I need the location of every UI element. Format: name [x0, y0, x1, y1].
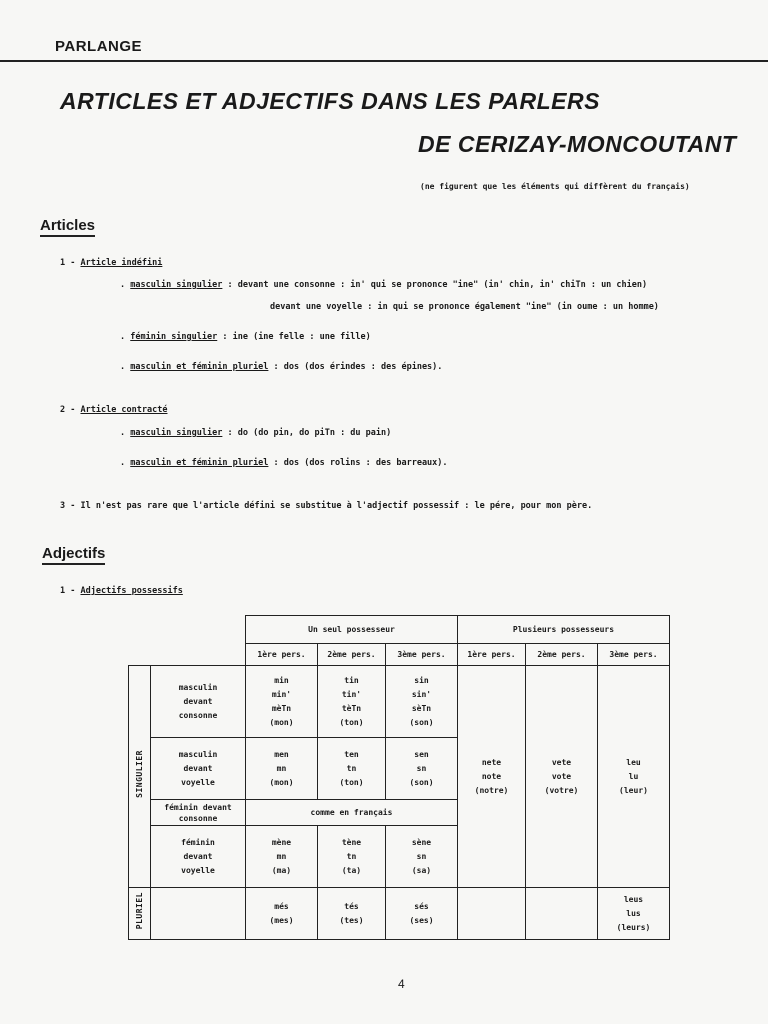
item-number: 2 -	[60, 405, 81, 415]
cell: tés (tes)	[318, 888, 386, 940]
row-label-fem-voy: féminin devant voyelle	[151, 826, 246, 888]
page-title-line1: ARTICLES ET ADJECTIFS DANS LES PARLERS	[60, 88, 600, 114]
cell: sin sin' sèTn (son)	[386, 666, 458, 738]
cell: ten tn (ton)	[318, 738, 386, 800]
cell-empty	[458, 888, 526, 940]
item-title: Article indéfini	[80, 258, 163, 268]
pers-header: 2ème pers.	[526, 644, 598, 666]
adjectif-item-1	[60, 586, 183, 596]
article-2-masc-fem-plur: . masculin et féminin pluriel : dos (dos rolins : des barreaux).	[120, 458, 448, 468]
corner-blank	[129, 616, 246, 644]
cell: sés (ses)	[386, 888, 458, 940]
cell-empty	[526, 888, 598, 940]
cell: men mn (mon)	[246, 738, 318, 800]
article-1-masc-fem-plur: . masculin et féminin pluriel : dos (dos érindes : des épines).	[120, 362, 443, 372]
term-label: masculin singulier	[130, 280, 223, 290]
singulier-label: SINGULIER	[129, 666, 151, 888]
article-1-masc-sing: . masculin singulier : devant une consonne : in' qui se prononce "ine" (in' chin, in' chiTn : un chien)	[120, 280, 648, 290]
section-heading-adjectifs: Adjectifs	[42, 545, 105, 565]
term-text: : devant une consonne : in' qui se prononce "ine" (in' chin, in' chiTn : un chien)	[222, 280, 648, 290]
cell: leus lus (leurs)	[598, 888, 670, 940]
cell: sène sn (sa)	[386, 826, 458, 888]
corner-blank	[129, 644, 246, 666]
pluriel-label: PLURIEL	[129, 888, 151, 940]
article-item-1	[60, 258, 162, 268]
cell: nete note (notre)	[458, 666, 526, 888]
pers-header: 1ère pers.	[458, 644, 526, 666]
term-text: : ine (ine felle : une fille)	[217, 332, 371, 342]
term-label: masculin singulier	[130, 428, 223, 438]
term-text: : dos (dos érindes : des épines).	[268, 362, 443, 372]
term-text: : dos (dos rolins : des barreaux).	[268, 458, 448, 468]
possessive-adjectives-table	[128, 615, 670, 940]
row-label-masc-cons: masculin devant consonne	[151, 666, 246, 738]
item-number: 1 -	[60, 586, 81, 596]
cell-empty	[151, 888, 246, 940]
cell: més (mes)	[246, 888, 318, 940]
term-label: masculin et féminin pluriel	[130, 458, 269, 468]
item-number: 1 -	[60, 258, 81, 268]
page-note: (ne figurent que les éléments qui diffèrent du français)	[420, 182, 690, 191]
cell: tène tn (ta)	[318, 826, 386, 888]
cell: vete vote (votre)	[526, 666, 598, 888]
pers-header: 3ème pers.	[598, 644, 670, 666]
pers-header: 2ème pers.	[318, 644, 386, 666]
running-header: PARLANGE	[55, 38, 143, 55]
pers-header: 1ère pers.	[246, 644, 318, 666]
term-label: féminin singulier	[130, 332, 218, 342]
pers-header: 3ème pers.	[386, 644, 458, 666]
cell: leu lu (leur)	[598, 666, 670, 888]
header-rule	[0, 60, 768, 62]
section-heading-articles: Articles	[40, 217, 95, 237]
article-2-masc-sing: . masculin singulier : do (do pin, do piTn : du pain)	[120, 428, 392, 438]
header-one-possessor: Un seul possesseur	[246, 616, 458, 644]
article-item-3: 3 - Il n'est pas rare que l'article défini se substitue à l'adjectif possessif : le pére, pour mon père.	[60, 501, 593, 511]
cell: sen sn (son)	[386, 738, 458, 800]
cell: min min' mèTn (mon)	[246, 666, 318, 738]
row-label-fem-cons: féminin devant consonne	[151, 800, 246, 826]
header-many-possessors: Plusieurs possesseurs	[458, 616, 670, 644]
article-1-masc-sing-cont: devant une voyelle : in qui se prononce également "ine" (in oume : un homme)	[270, 302, 659, 312]
comme-en-francais: comme en français	[246, 800, 458, 826]
term-label: masculin et féminin pluriel	[130, 362, 269, 372]
page-number: 4	[398, 977, 405, 991]
article-item-2	[60, 405, 167, 415]
item-title: Adjectifs possessifs	[80, 586, 183, 596]
article-1-fem-sing: . féminin singulier : ine (ine felle : une fille)	[120, 332, 371, 342]
row-label-masc-voy: masculin devant voyelle	[151, 738, 246, 800]
cell: mène mn (ma)	[246, 826, 318, 888]
cell: tin tin' tèTn (ton)	[318, 666, 386, 738]
term-text: : do (do pin, do piTn : du pain)	[222, 428, 392, 438]
item-title: Article contracté	[80, 405, 168, 415]
page-title-line2: DE CERIZAY-MONCOUTANT	[418, 131, 737, 157]
